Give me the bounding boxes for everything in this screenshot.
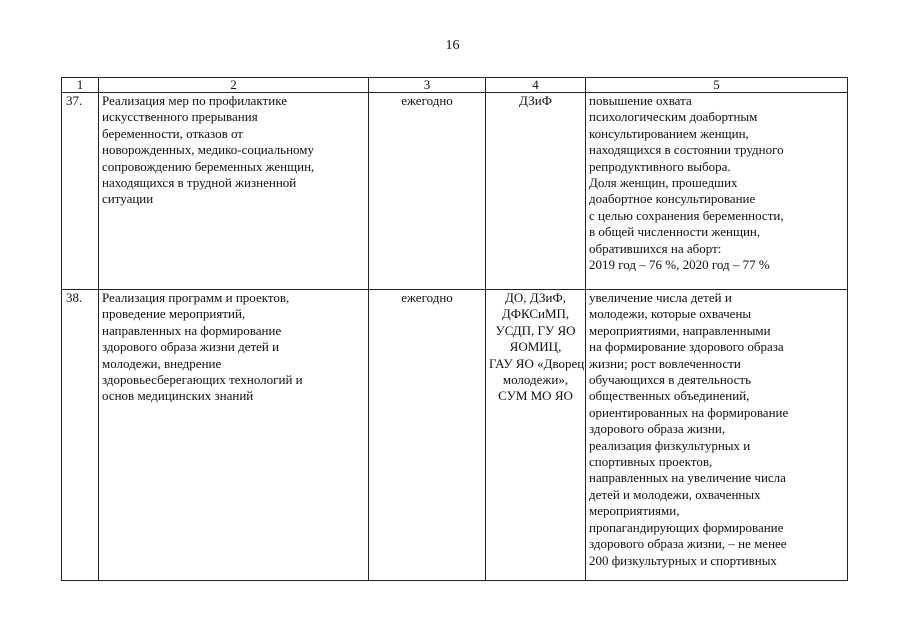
header-col-3: 3 — [369, 78, 486, 93]
result-line: общественных объединений, — [589, 388, 750, 404]
result-line: повышение охвата — [589, 93, 692, 108]
row-number: 38. — [62, 290, 99, 581]
result-line: здорового образа жизни, — [589, 421, 726, 437]
result-line: консультированием женщин, — [589, 125, 749, 141]
measure-line: сопровождению беременных женщин, — [102, 158, 315, 174]
result-line: детей и молодежи, охваченных — [589, 486, 761, 502]
result-cell — [586, 290, 848, 581]
result-line: жизни; рост вовлеченности — [589, 355, 741, 371]
header-col-1: 1 — [62, 78, 99, 93]
measure-line: проведение мероприятий, — [102, 306, 246, 322]
result-line: обучающихся в деятельность — [589, 372, 752, 388]
period-cell: ежегодно — [369, 93, 486, 290]
executors-cell — [486, 93, 586, 290]
measure-cell — [99, 290, 369, 581]
result-line: Доля женщин, прошедших — [589, 175, 738, 191]
header-col-4: 4 — [486, 78, 586, 93]
executor-line: молодежи», — [502, 372, 569, 388]
measure-line: молодежи, внедрение — [102, 355, 222, 371]
result-line: в общей численности женщин, — [589, 224, 761, 240]
result-line: с целью сохранения беременности, — [589, 207, 784, 223]
result-line: здорового образа жизни, – не менее — [589, 536, 787, 552]
table-row — [62, 93, 848, 290]
measure-line: Реализация программ и проектов, — [102, 290, 290, 305]
result-line: психологическим доабортным — [589, 109, 758, 125]
header-row — [62, 78, 848, 93]
executor-line: ГАУ ЯО «Дворец — [489, 355, 585, 371]
result-line: находящихся в состоянии трудного — [589, 142, 784, 158]
measure-line: основ медицинских знаний — [102, 388, 254, 404]
result-line: доабортное консультирование — [589, 191, 756, 207]
table-header — [62, 78, 848, 93]
header-col-5: 5 — [586, 78, 848, 93]
measure-line: здорового образа жизни детей и — [102, 339, 280, 355]
executors-cell — [486, 290, 586, 581]
measure-line: направленных на формирование — [102, 322, 282, 338]
result-line: увеличение числа детей и — [589, 290, 732, 305]
result-line: реализация физкультурных и — [589, 437, 751, 453]
measure-line: ситуации — [102, 191, 154, 207]
measure-cell — [99, 93, 369, 290]
result-line: обратившихся на аборт: — [589, 240, 722, 256]
measure-line: новорожденных, медико-социальному — [102, 142, 314, 158]
result-line: ориентированных на формирование — [589, 404, 789, 420]
result-line: молодежи, которые охвачены — [589, 306, 752, 322]
result-line: репродуктивного выбора. — [589, 158, 731, 174]
result-line: 200 физкультурных и спортивных — [589, 552, 777, 568]
result-cell — [586, 93, 848, 290]
measure-line: Реализация мер по профилактике — [102, 93, 287, 108]
executor-line: ЯОМИЦ, — [509, 339, 562, 355]
result-line: мероприятиями, — [589, 503, 680, 519]
measure-line: искусственного прерывания — [102, 109, 258, 125]
executor-line: ДО, ДЗиФ, — [505, 290, 566, 305]
period-cell: ежегодно — [369, 290, 486, 581]
result-line: направленных на увеличение числа — [589, 470, 786, 486]
measure-line: находящихся в трудной жизненной — [102, 175, 297, 191]
executor-line: СУМ МО ЯО — [498, 388, 573, 404]
measures-table — [61, 77, 848, 581]
header-col-2: 2 — [99, 78, 369, 93]
measure-line: здоровьесберегающих технологий и — [102, 372, 303, 388]
result-line: пропагандирующих формирование — [589, 519, 784, 535]
executor-line: ДЗиФ — [519, 93, 552, 108]
table-row — [62, 290, 848, 581]
result-line: мероприятиями, направленными — [589, 322, 771, 338]
result-line: на формирование здорового образа — [589, 339, 784, 355]
result-line: спортивных проектов, — [589, 454, 713, 470]
executor-line: ДФКСиМП, — [501, 306, 570, 322]
page-number: 16 — [445, 38, 460, 53]
measure-line: беременности, отказов от — [102, 125, 243, 141]
executor-line: УСДП, ГУ ЯО — [495, 322, 576, 338]
result-line: 2019 год – 76 %, 2020 год – 77 % — [589, 257, 770, 273]
row-number: 37. — [62, 93, 99, 290]
